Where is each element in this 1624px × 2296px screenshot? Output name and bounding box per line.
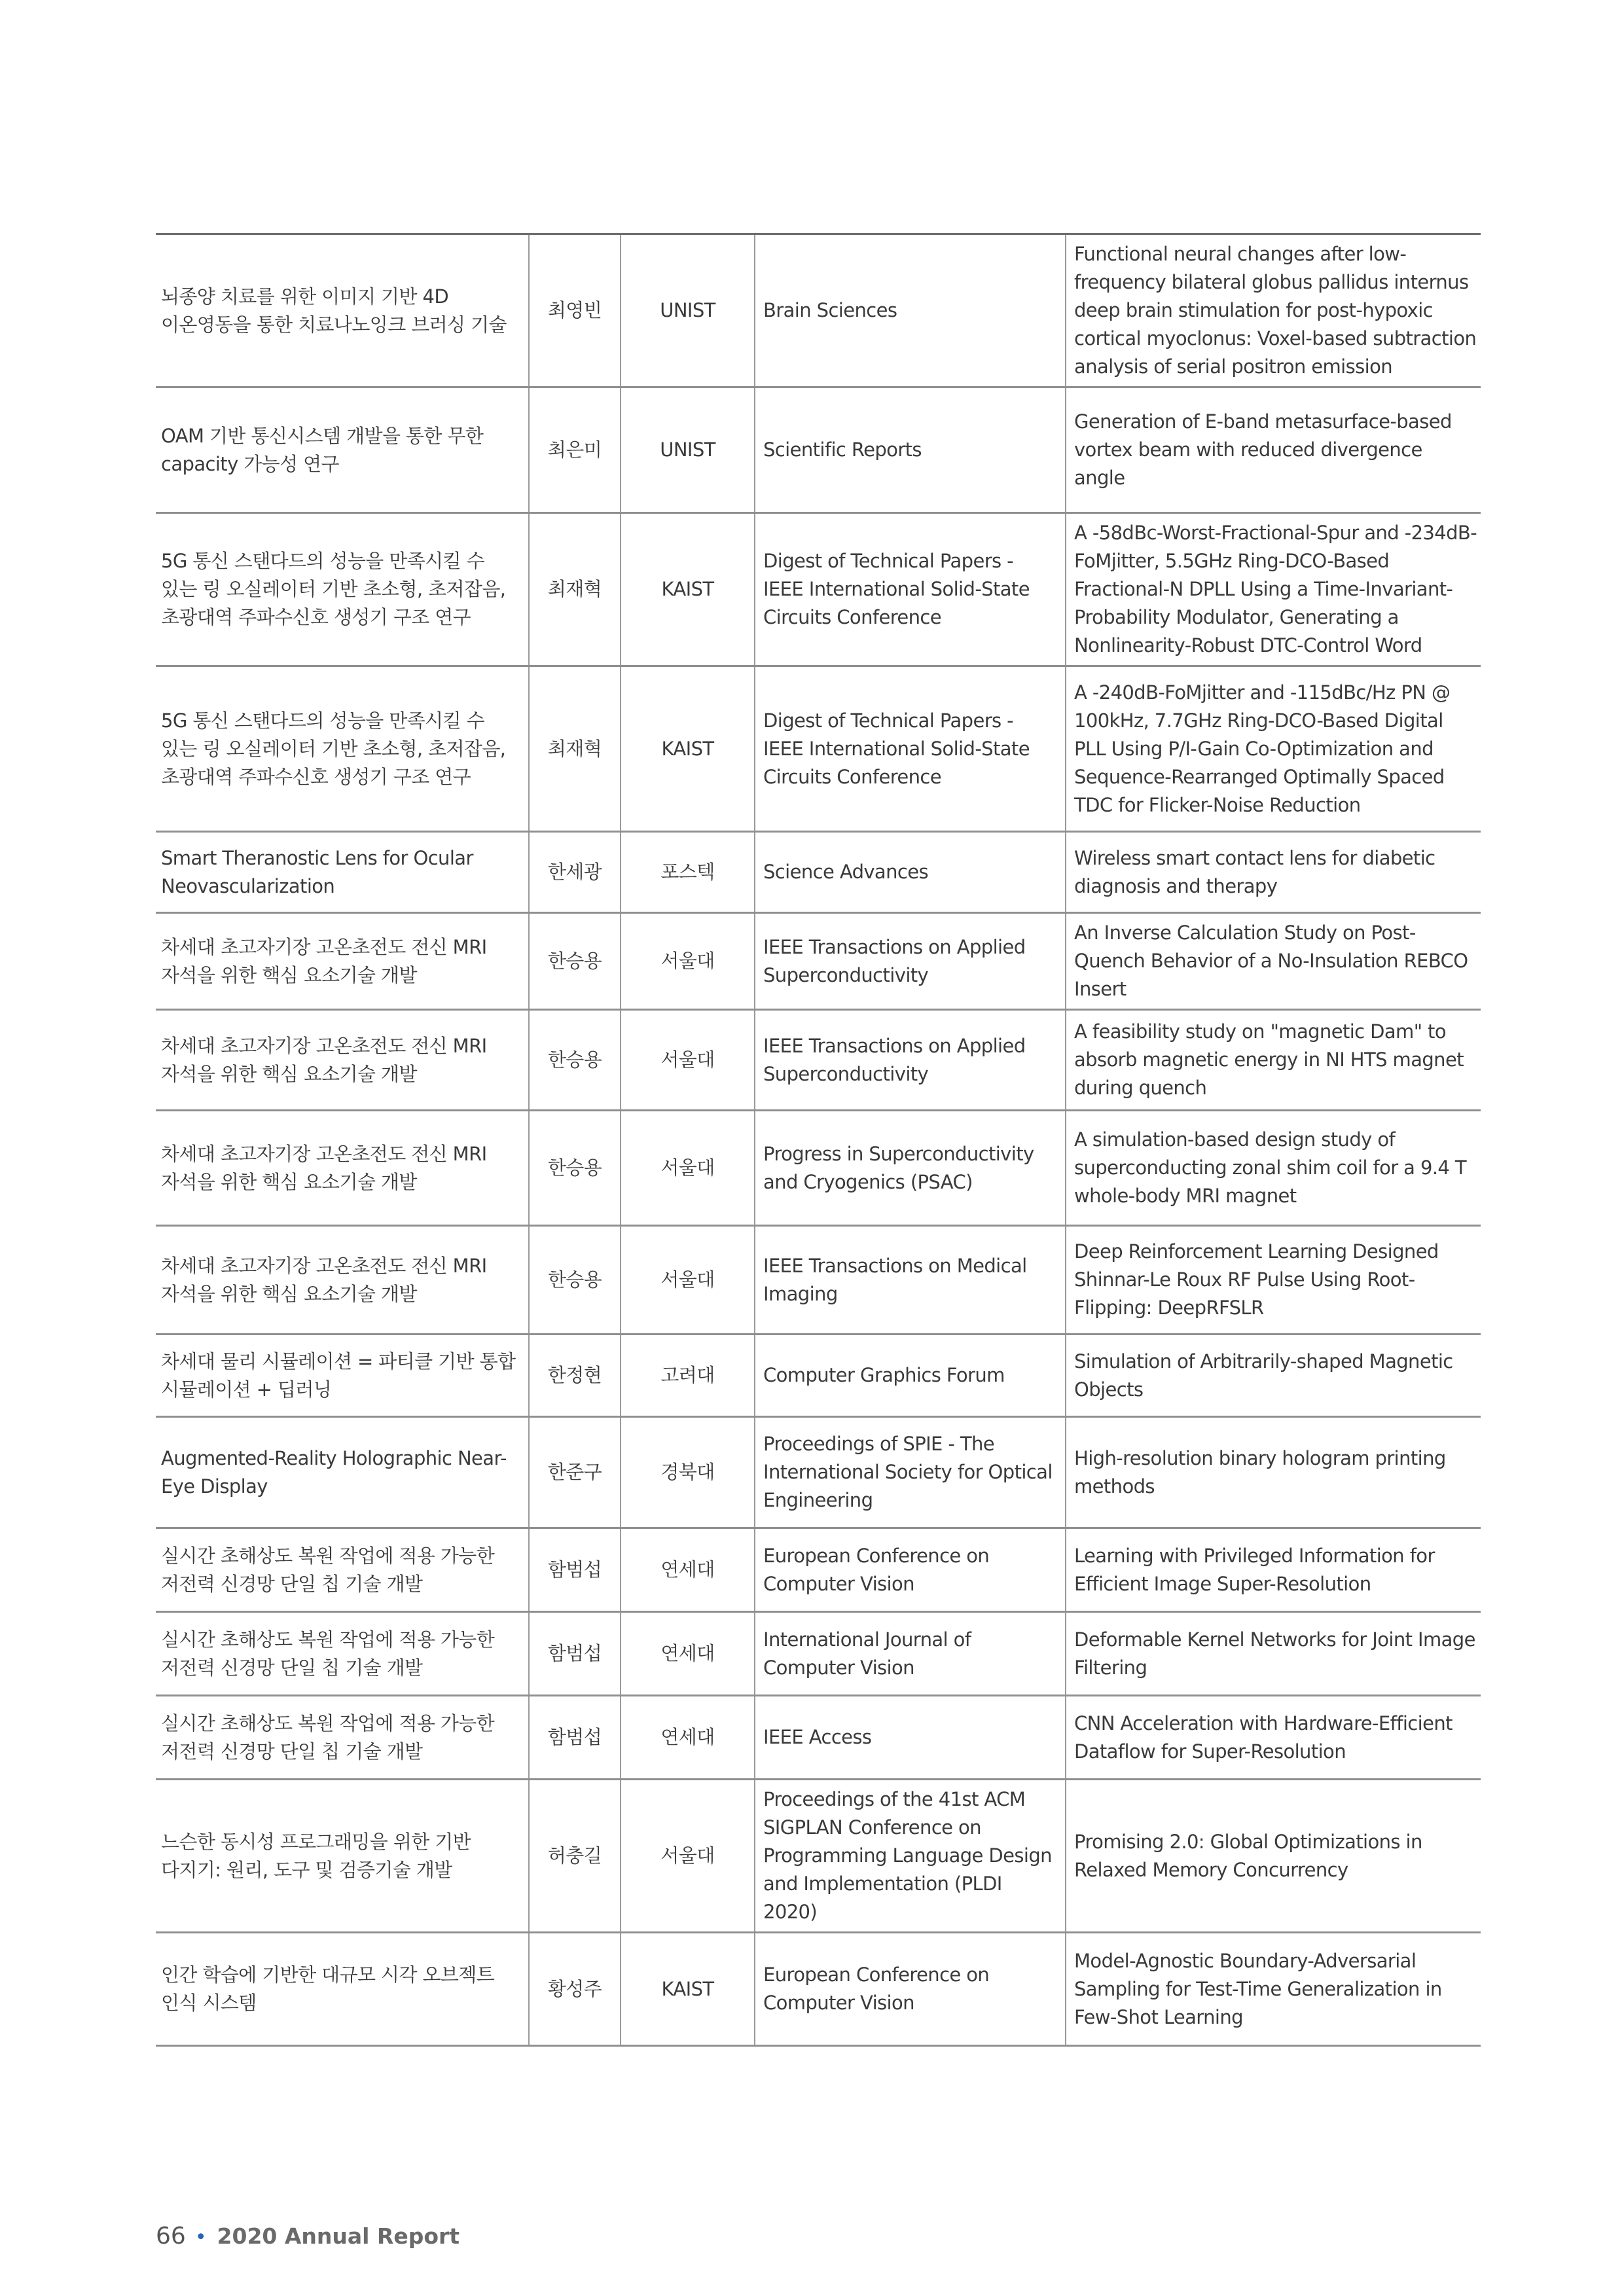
title-cell: A feasibility study on "magnetic Dam" to absorb magnetic energy in NI HTS magnet during quench: [1066, 1010, 1481, 1111]
researcher-cell: 최영빈: [529, 234, 621, 387]
journal-cell: European Conference on Computer Vision: [755, 1528, 1066, 1612]
researcher-cell: 한준구: [529, 1417, 621, 1528]
institution-cell: KAIST: [621, 1933, 755, 2046]
table-row: [156, 1226, 1481, 1335]
institution-cell: 연세대: [621, 1696, 755, 1780]
title-cell: A simulation-based design study of superconducting zonal shim coil for a 9.4 T whole-body MRI magnet: [1066, 1111, 1481, 1226]
institution-cell: KAIST: [621, 513, 755, 666]
researcher-cell: 허충길: [529, 1780, 621, 1933]
title-cell: Deep Reinforcement Learning Designed Shinnar-Le Roux RF Pulse Using Root-Flipping: DeepRFSLR: [1066, 1226, 1481, 1335]
researcher-cell: 한승용: [529, 913, 621, 1010]
project-cell: 차세대 초고자기장 고온초전도 전신 MRI 자석을 위한 핵심 요소기술 개발: [156, 913, 529, 1010]
project-cell: 차세대 초고자기장 고온초전도 전신 MRI 자석을 위한 핵심 요소기술 개발: [156, 1111, 529, 1226]
journal-cell: Progress in Superconductivity and Cryogenics (PSAC): [755, 1111, 1066, 1226]
page-number: 66: [156, 2223, 186, 2250]
title-cell: High-resolution binary hologram printing methods: [1066, 1417, 1481, 1528]
project-cell: 5G 통신 스탠다드의 성능을 만족시킬 수 있는 링 오실레이터 기반 초소형, 초저잡음, 초광대역 주파수신호 생성기 구조 연구: [156, 513, 529, 666]
journal-cell: Science Advances: [755, 832, 1066, 913]
institution-cell: UNIST: [621, 387, 755, 513]
journal-cell: IEEE Transactions on Applied Superconductivity: [755, 1010, 1066, 1111]
project-cell: 실시간 초해상도 복원 작업에 적용 가능한 저전력 신경망 단일 칩 기술 개발: [156, 1612, 529, 1696]
table-row: [156, 1780, 1481, 1933]
project-cell: 뇌종양 치료를 위한 이미지 기반 4D 이온영동을 통한 치료나노잉크 브러싱 기술: [156, 234, 529, 387]
journal-cell: European Conference on Computer Vision: [755, 1933, 1066, 2046]
journal-cell: Proceedings of SPIE - The International Society for Optical Engineering: [755, 1417, 1066, 1528]
researcher-cell: 함범섭: [529, 1696, 621, 1780]
institution-cell: 서울대: [621, 1226, 755, 1335]
researcher-cell: 최재혁: [529, 513, 621, 666]
title-cell: Wireless smart contact lens for diabetic diagnosis and therapy: [1066, 832, 1481, 913]
title-cell: Simulation of Arbitrarily-shaped Magnetic Objects: [1066, 1335, 1481, 1417]
researcher-cell: 한승용: [529, 1111, 621, 1226]
project-cell: Smart Theranostic Lens for Ocular Neovascularization: [156, 832, 529, 913]
project-cell: 차세대 초고자기장 고온초전도 전신 MRI 자석을 위한 핵심 요소기술 개발: [156, 1226, 529, 1335]
table-row: [156, 1111, 1481, 1226]
journal-cell: Proceedings of the 41st ACM SIGPLAN Conference on Programming Language Design and Implementation (PLDI 2020): [755, 1780, 1066, 1933]
institution-cell: 연세대: [621, 1528, 755, 1612]
institution-cell: 서울대: [621, 1010, 755, 1111]
researcher-cell: 최재혁: [529, 666, 621, 832]
table-row: [156, 1417, 1481, 1528]
researcher-cell: 한승용: [529, 1010, 621, 1111]
table-row: [156, 666, 1481, 832]
table-row: [156, 387, 1481, 513]
journal-cell: Scientific Reports: [755, 387, 1066, 513]
researcher-cell: 한승용: [529, 1226, 621, 1335]
table-row: [156, 1335, 1481, 1417]
title-cell: Model-Agnostic Boundary-Adversarial Sampling for Test-Time Generalization in Few-Shot Learning: [1066, 1933, 1481, 2046]
table-row: [156, 234, 1481, 387]
table-row: [156, 913, 1481, 1010]
page-footer: [156, 2223, 460, 2250]
researcher-cell: 황성주: [529, 1933, 621, 2046]
footer-bullet: •: [194, 2226, 207, 2249]
table-row: [156, 1933, 1481, 2046]
journal-cell: IEEE Transactions on Applied Superconductivity: [755, 913, 1066, 1010]
journal-cell: Brain Sciences: [755, 234, 1066, 387]
table-row: [156, 1696, 1481, 1780]
journal-cell: IEEE Access: [755, 1696, 1066, 1780]
researcher-cell: 한정현: [529, 1335, 621, 1417]
title-cell: Functional neural changes after low-frequency bilateral globus pallidus internus deep brain stimulation for post-hypoxic cortical myoclonus: Voxel-based subtraction analysis of serial positron emission: [1066, 234, 1481, 387]
institution-cell: 서울대: [621, 913, 755, 1010]
title-cell: An Inverse Calculation Study on Post-Quench Behavior of a No-Insulation REBCO Insert: [1066, 913, 1481, 1010]
title-cell: Learning with Privileged Information for Efficient Image Super-Resolution: [1066, 1528, 1481, 1612]
table-row: [156, 832, 1481, 913]
journal-cell: Digest of Technical Papers - IEEE International Solid-State Circuits Conference: [755, 666, 1066, 832]
project-cell: OAM 기반 통신시스템 개발을 통한 무한 capacity 가능성 연구: [156, 387, 529, 513]
title-cell: Deformable Kernel Networks for Joint Image Filtering: [1066, 1612, 1481, 1696]
title-cell: A -240dB-FoMjitter and -115dBc/Hz PN @ 100kHz, 7.7GHz Ring-DCO-Based Digital PLL Using P/I-Gain Co-Optimization and Sequence-Rearranged Optimally Spaced TDC for Flicker-Noise Reduction: [1066, 666, 1481, 832]
journal-cell: Computer Graphics Forum: [755, 1335, 1066, 1417]
project-cell: Augmented-Reality Holographic Near-Eye Display: [156, 1417, 529, 1528]
publication-table-body: [156, 234, 1481, 2046]
table-row: [156, 1528, 1481, 1612]
institution-cell: 경북대: [621, 1417, 755, 1528]
table-row: [156, 1010, 1481, 1111]
publication-table: [156, 233, 1481, 2047]
project-cell: 실시간 초해상도 복원 작업에 적용 가능한 저전력 신경망 단일 칩 기술 개발: [156, 1696, 529, 1780]
title-cell: CNN Acceleration with Hardware-Efficient Dataflow for Super-Resolution: [1066, 1696, 1481, 1780]
journal-cell: International Journal of Computer Vision: [755, 1612, 1066, 1696]
researcher-cell: 함범섭: [529, 1612, 621, 1696]
researcher-cell: 함범섭: [529, 1528, 621, 1612]
institution-cell: 포스텍: [621, 832, 755, 913]
table-row: [156, 1612, 1481, 1696]
project-cell: 인간 학습에 기반한 대규모 시각 오브젝트 인식 시스템: [156, 1933, 529, 2046]
institution-cell: 서울대: [621, 1111, 755, 1226]
journal-cell: Digest of Technical Papers - IEEE International Solid-State Circuits Conference: [755, 513, 1066, 666]
institution-cell: 서울대: [621, 1780, 755, 1933]
institution-cell: UNIST: [621, 234, 755, 387]
journal-cell: IEEE Transactions on Medical Imaging: [755, 1226, 1066, 1335]
researcher-cell: 최은미: [529, 387, 621, 513]
institution-cell: KAIST: [621, 666, 755, 832]
report-title: 2020 Annual Report: [217, 2223, 460, 2249]
table-row: [156, 513, 1481, 666]
institution-cell: 연세대: [621, 1612, 755, 1696]
project-cell: 차세대 초고자기장 고온초전도 전신 MRI 자석을 위한 핵심 요소기술 개발: [156, 1010, 529, 1111]
project-cell: 차세대 물리 시뮬레이션 = 파티클 기반 통합 시뮬레이션 + 딥러닝: [156, 1335, 529, 1417]
institution-cell: 고려대: [621, 1335, 755, 1417]
title-cell: A -58dBc-Worst-Fractional-Spur and -234dB-FoMjitter, 5.5GHz Ring-DCO-Based Fractional-N DPLL Using a Time-Invariant-Probability Modulator, Generating a Nonlinearity-Robust DTC-Control Word: [1066, 513, 1481, 666]
title-cell: Generation of E-band metasurface-based vortex beam with reduced divergence angle: [1066, 387, 1481, 513]
project-cell: 5G 통신 스탠다드의 성능을 만족시킬 수 있는 링 오실레이터 기반 초소형, 초저잡음, 초광대역 주파수신호 생성기 구조 연구: [156, 666, 529, 832]
project-cell: 실시간 초해상도 복원 작업에 적용 가능한 저전력 신경망 단일 칩 기술 개발: [156, 1528, 529, 1612]
researcher-cell: 한세광: [529, 832, 621, 913]
project-cell: 느슨한 동시성 프로그래밍을 위한 기반 다지기: 원리, 도구 및 검증기술 개발: [156, 1780, 529, 1933]
title-cell: Promising 2.0: Global Optimizations in Relaxed Memory Concurrency: [1066, 1780, 1481, 1933]
